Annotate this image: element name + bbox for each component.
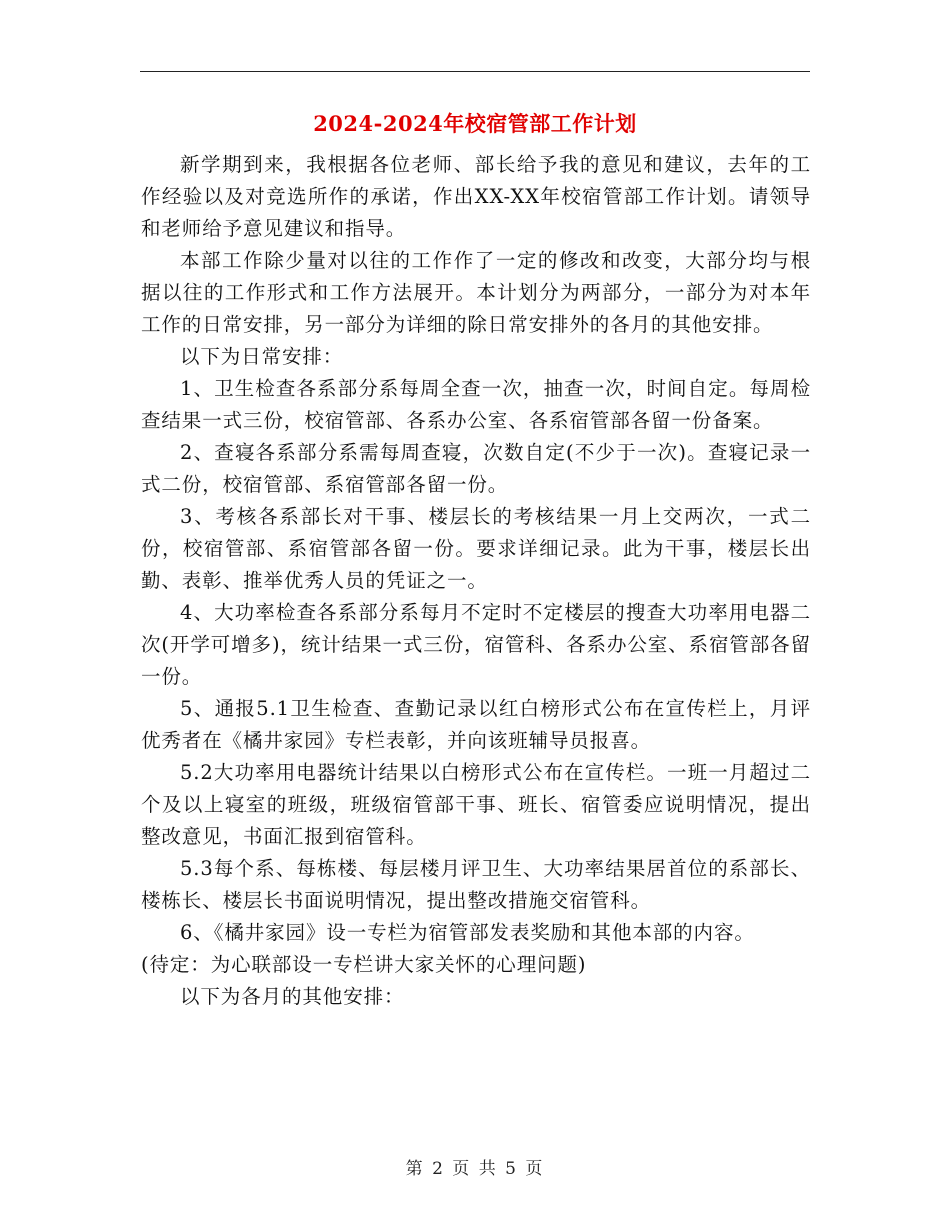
paragraph-item-1: 1、卫生检查各系部分系每周全查一次，抽查一次，时间自定。每周检查结果一式三份，校宿管部、各系办公室、各系宿管部各留一份备案。 [141, 377, 811, 432]
paragraph-overview: 本部工作除少量对以往的工作作了一定的修改和改变，大部分均与根据以往的工作形式和工作方法展开。本计划分为两部分，一部分为对本年工作的日常安排，另一部分为详细的除日常安排外的各月的其他安排。 [141, 249, 811, 336]
document-body [141, 149, 811, 1013]
paragraph-item-3: 3、考核各系部长对干事、楼层长的考核结果一月上交两次，一式二份，校宿管部、系宿管部各留一份。要求详细记录。此为干事，楼层长出勤、表彰、推举优秀人员的凭证之一。 [141, 505, 811, 592]
paragraph-intro: 新学期到来，我根据各位老师、部长给予我的意见和建议，去年的工作经验以及对竞选所作的承诺，作出XX-XX年校宿管部工作计划。请领导和老师给予意见建议和指导。 [141, 153, 811, 240]
paragraph-monthly-heading: 以下为各月的其他安排： [180, 985, 405, 1008]
document-title: 2024-2024年校宿管部工作计划 [313, 111, 637, 136]
paragraph-item-5-3: 5.3每个系、每栋楼、每层楼月评卫生、大功率结果居首位的系部长、楼栋长、楼层长书面说明情况，提出整改措施交宿管科。 [141, 857, 811, 912]
paragraph-item-5-1: 5、通报5.1卫生检查、查勤记录以红白榜形式公布在宣传栏上，月评优秀者在《橘井家园》专栏表彰，并向该班辅导员报喜。 [141, 697, 811, 752]
page-number: 第 2 页 共 5 页 [405, 1159, 545, 1179]
header-rule [140, 71, 810, 72]
paragraph-item-2: 2、查寝各系部分系需每周查寝，次数自定(不少于一次)。查寝记录一式二份，校宿管部、系宿管部各留一份。 [141, 441, 811, 496]
paragraph-daily-heading: 以下为日常安排： [180, 345, 344, 368]
paragraph-item-4: 4、大功率检查各系部分系每月不定时不定楼层的搜查大功率用电器二次(开学可增多)，统计结果一式三份，宿管科、各系办公室、系宿管部各留一份。 [141, 601, 811, 688]
paragraph-item-6-note: (待定：为心联部设一专栏讲大家关怀的心理问题) [141, 953, 587, 976]
paragraph-item-5-2: 5.2大功率用电器统计结果以白榜形式公布在宣传栏。一班一月超过二个及以上寝室的班级，班级宿管部干事、班长、宿管委应说明情况，提出整改意见，书面汇报到宿管科。 [141, 761, 811, 848]
paragraph-item-6: 6、《橘井家园》设一专栏为宿管部发表奖励和其他本部的内容。 [180, 921, 755, 944]
